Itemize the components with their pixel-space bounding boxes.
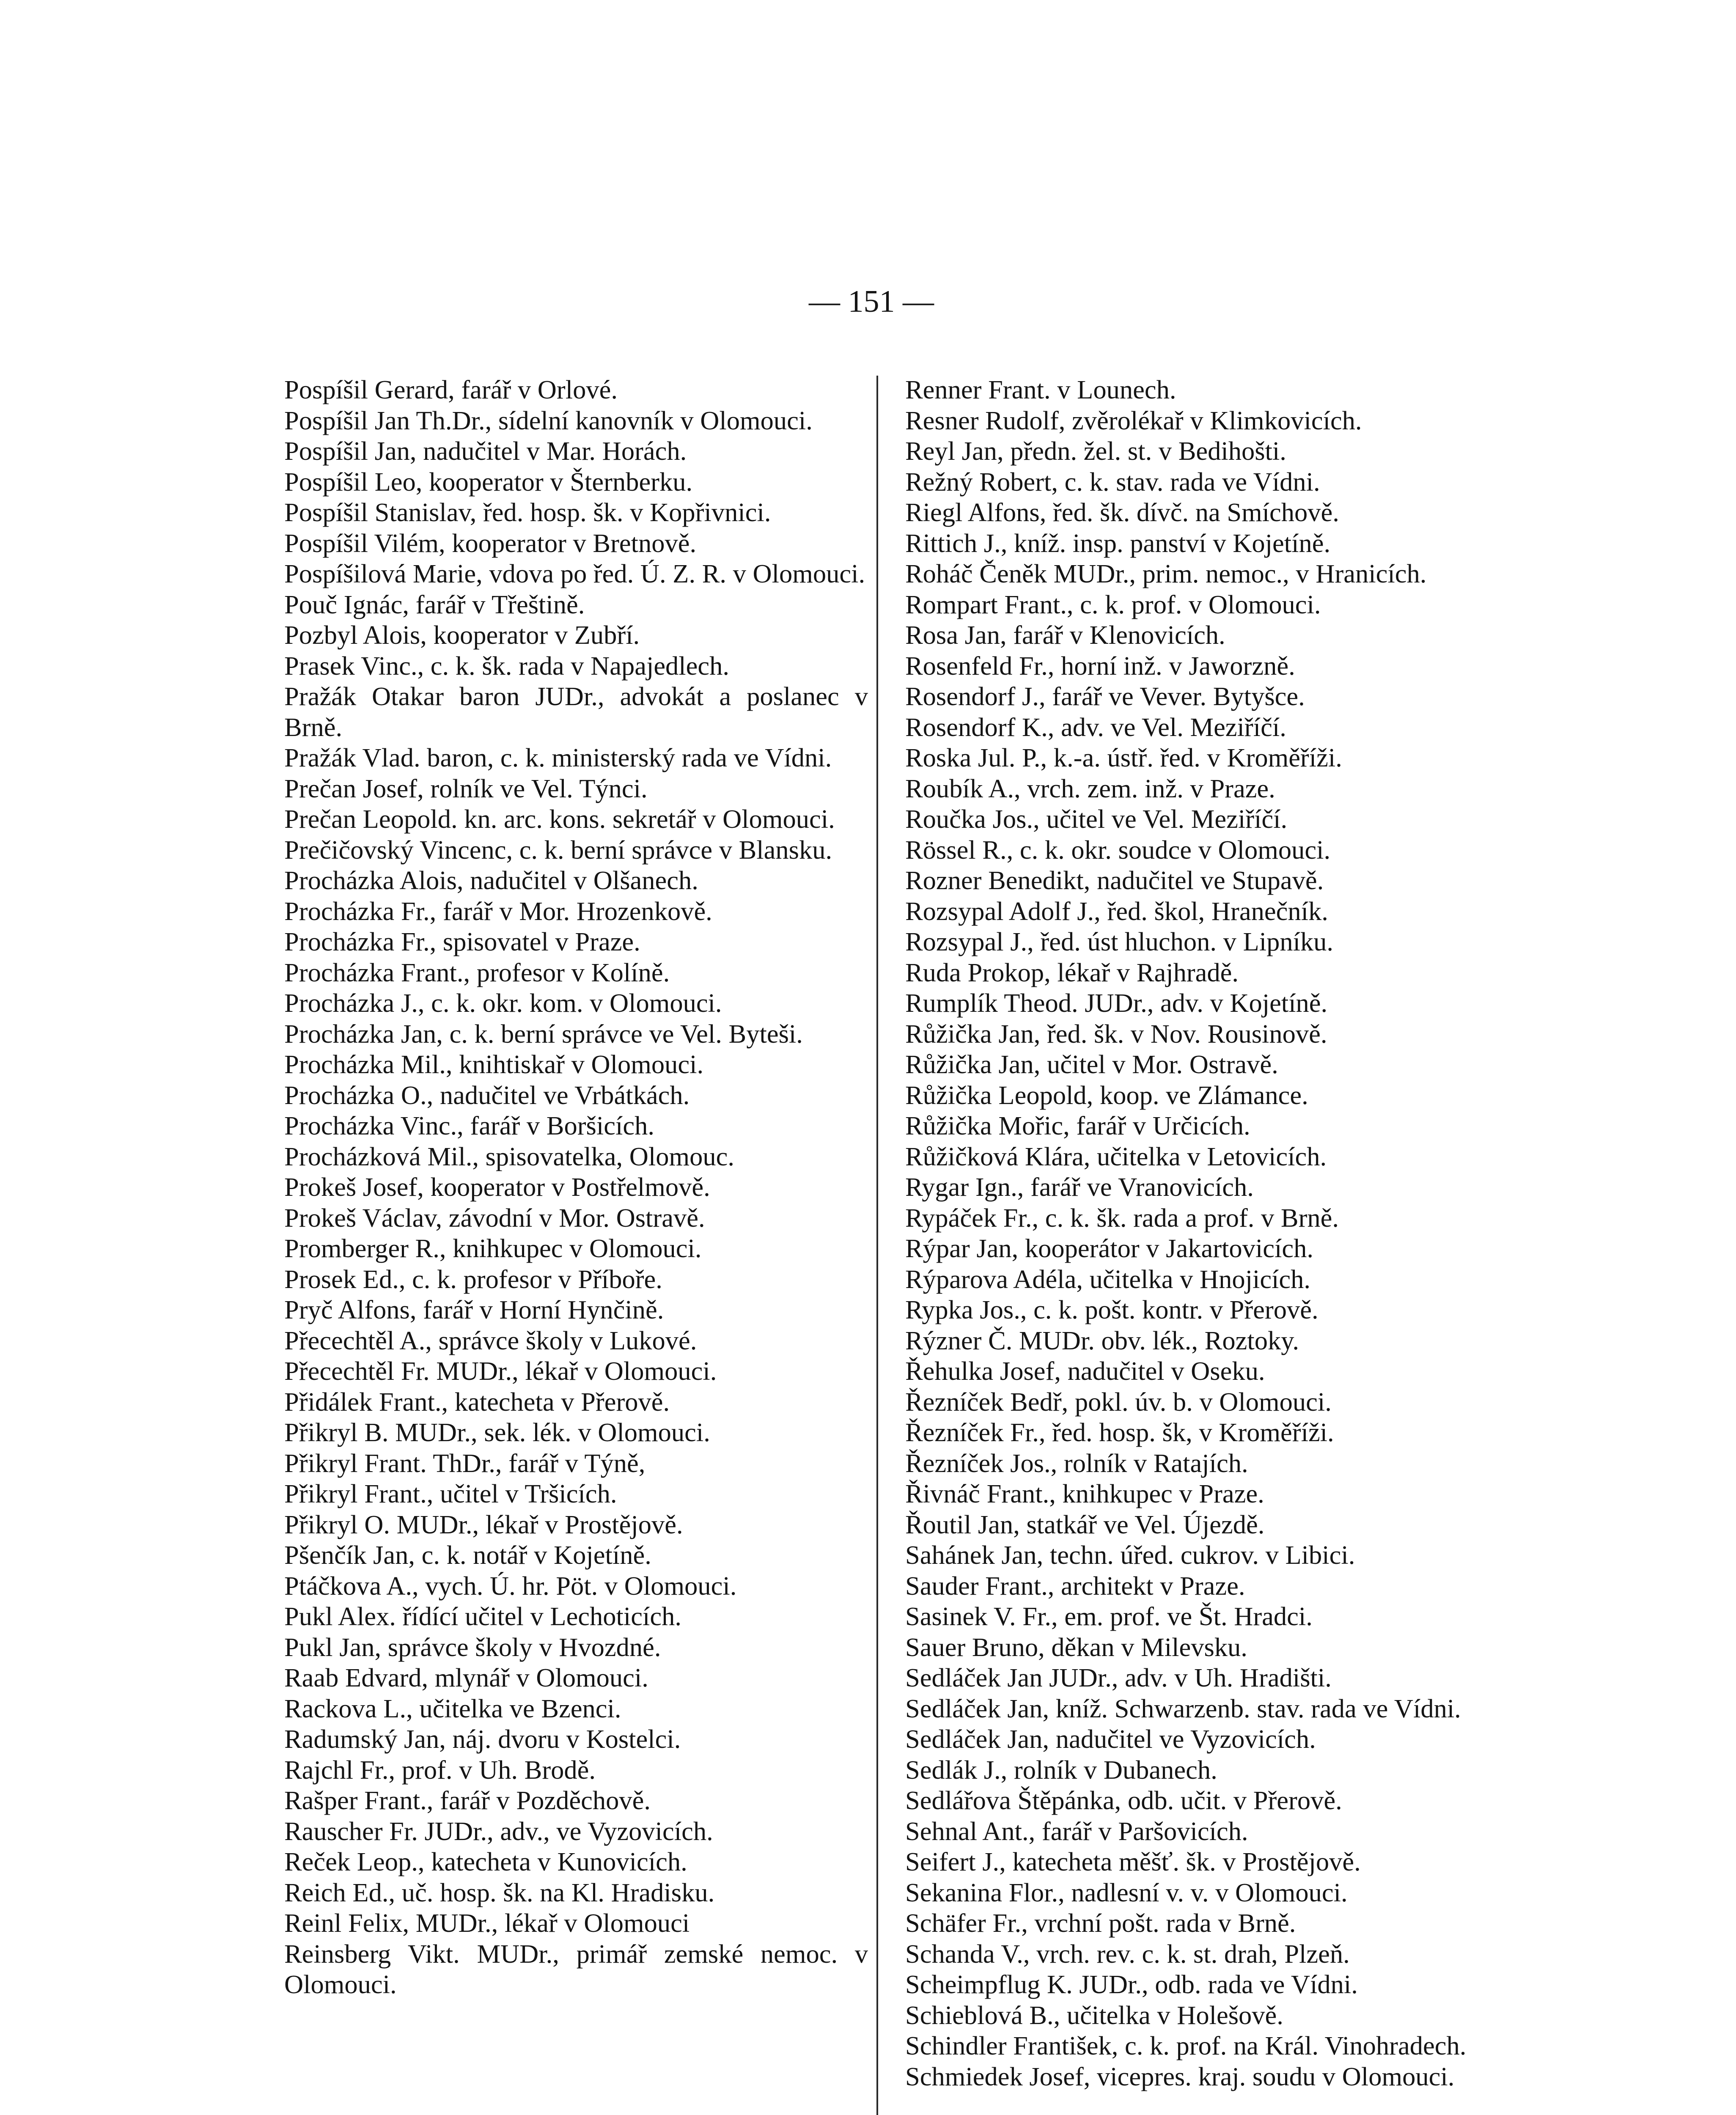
directory-entry: Schmiedek Josef, vicepres. kraj. soudu v Olomouci. — [905, 2061, 1455, 2091]
directory-entry: Řezníček Bedř, pokl. úv. b. v Olomouci. — [905, 1387, 1332, 1417]
directory-entry: Procházka J., c. k. okr. kom. v Olomouci. — [284, 988, 722, 1018]
page-number: — 151 — — [809, 284, 934, 319]
directory-entry: Rosa Jan, farář v Klenovicích. — [905, 620, 1225, 650]
directory-entry: Procházka Fr., farář v Mor. Hrozenkově. — [284, 896, 712, 926]
directory-entry: Sehnal Ant., farář v Paršovicích. — [905, 1816, 1248, 1846]
directory-entry: Schäfer Fr., vrchní pošt. rada v Brně. — [905, 1908, 1296, 1938]
directory-entry: Přecechtěl Fr. MUDr., lékař v Olomouci. — [284, 1356, 717, 1386]
directory-entry: Raab Edvard, mlynář v Olomouci. — [284, 1663, 648, 1692]
directory-entry: Řoutil Jan, statkář ve Vel. Újezdě. — [905, 1509, 1265, 1539]
directory-entry: Roska Jul. P., k.-a. ústř. řed. v Kroměříži. — [905, 743, 1342, 772]
directory-entry: Pospíšil Jan, nadučitel v Mar. Horách. — [284, 436, 687, 466]
directory-entry: Pukl Alex. řídící učitel v Lechoticích. — [284, 1601, 681, 1631]
directory-entry: Růžička Jan, řed. šk. v Nov. Rousinově. — [905, 1019, 1327, 1049]
directory-entry: Pražák Vlad. baron, c. k. ministerský rada ve Vídni. — [284, 743, 832, 772]
directory-entry: Růžičková Klára, učitelka v Letovicích. — [905, 1141, 1327, 1171]
directory-entry: Přikryl Frant. ThDr., farář v Týně, — [284, 1448, 646, 1478]
directory-entry: Procházka Vinc., farář v Boršicích. — [284, 1111, 654, 1140]
directory-entry: Schindler František, c. k. prof. na Král. Vinohradech. — [905, 2031, 1467, 2060]
directory-entry: Procházka Fr., spisovatel v Praze. — [284, 927, 640, 956]
directory-entry: Riegl Alfons, řed. šk. dívč. na Smíchově. — [905, 497, 1339, 527]
directory-entry: Prosek Ed., c. k. profesor v Příboře. — [284, 1264, 662, 1294]
directory-entry: Promberger R., knihkupec v Olomouci. — [284, 1233, 702, 1263]
directory-entry: Procházka Frant., profesor v Kolíně. — [284, 957, 670, 987]
directory-entry: Rozsypal Adolf J., řed. škol, Hranečník. — [905, 896, 1328, 926]
directory-entry: Rypáček Fr., c. k. šk. rada a prof. v Brně. — [905, 1203, 1339, 1233]
directory-entry: Přikryl O. MUDr., lékař v Prostějově. — [284, 1509, 683, 1539]
directory-entry: Rompart Frant., c. k. prof. v Olomouci. — [905, 589, 1321, 619]
directory-entry: Rýzner Č. MUDr. obv. lék., Roztoky. — [905, 1325, 1299, 1355]
column-divider — [876, 376, 878, 2115]
directory-entry: Růžička Leopold, koop. ve Zlámance. — [905, 1080, 1308, 1110]
directory-entry: Pospíšil Stanislav, řed. hosp. šk. v Kopřivnici. — [284, 497, 771, 527]
directory-entry: Řezníček Jos., rolník v Ratajích. — [905, 1448, 1248, 1478]
directory-entry: Reinsberg Vikt. MUDr., primář zemské nemoc. v Olomouci. — [284, 1939, 868, 1999]
directory-entry: Sauder Frant., architekt v Praze. — [905, 1571, 1245, 1601]
directory-entry: Sekanina Flor., nadlesní v. v. v Olomouci. — [905, 1877, 1348, 1907]
directory-entry: Pospíšil Gerard, farář v Orlové. — [284, 375, 618, 404]
directory-entry: Seifert J., katecheta měšť. šk. v Prostějově. — [905, 1847, 1361, 1876]
directory-entry: Přikryl Frant., učitel v Tršicích. — [284, 1479, 617, 1508]
directory-entry: Ruda Prokop, lékař v Rajhradě. — [905, 957, 1239, 987]
directory-entry: Reyl Jan, předn. žel. st. v Bedihošti. — [905, 436, 1286, 466]
directory-entry: Pouč Ignác, farář v Třeštině. — [284, 589, 585, 619]
directory-entry: Renner Frant. v Lounech. — [905, 375, 1176, 404]
directory-entry: Resner Rudolf, zvěrolékař v Klimkovicích. — [905, 405, 1362, 435]
directory-entry: Rýparova Adéla, učitelka v Hnojicích. — [905, 1264, 1311, 1294]
directory-entry: Sahánek Jan, techn. úřed. cukrov. v Libici. — [905, 1540, 1355, 1570]
directory-entry: Sedláček Jan JUDr., adv. v Uh. Hradišti. — [905, 1663, 1332, 1692]
directory-entry: Prečan Josef, rolník ve Vel. Týnci. — [284, 773, 648, 803]
directory-entry: Reich Ed., uč. hosp. šk. na Kl. Hradisku. — [284, 1877, 715, 1907]
directory-entry: Rygar Ign., farář ve Vranovicích. — [905, 1172, 1254, 1202]
directory-entry: Řivnáč Frant., knihkupec v Praze. — [905, 1479, 1264, 1508]
directory-entry: Prokeš Václav, závodní v Mor. Ostravě. — [284, 1203, 705, 1233]
directory-entry: Rittich J., kníž. insp. panství v Kojetíně. — [905, 528, 1331, 558]
right-column — [905, 374, 1489, 2092]
directory-entry: Pospíšil Leo, kooperator v Šternberku. — [284, 467, 693, 497]
directory-entry: Růžička Jan, učitel v Mor. Ostravě. — [905, 1049, 1278, 1079]
directory-entry: Rozsypal J., řed. úst hluchon. v Lipníku. — [905, 927, 1334, 956]
directory-entry: Rauscher Fr. JUDr., adv., ve Vyzovicích. — [284, 1816, 713, 1846]
directory-entry: Rýpar Jan, kooperátor v Jakartovicích. — [905, 1233, 1313, 1263]
directory-entry: Prečan Leopold. kn. arc. kons. sekretář v Olomouci. — [284, 804, 835, 834]
directory-entry: Procházka Alois, nadučitel v Olšanech. — [284, 865, 698, 895]
directory-entry: Pozbyl Alois, kooperator v Zubří. — [284, 620, 640, 650]
directory-entry: Sedlák J., rolník v Dubanech. — [905, 1755, 1217, 1785]
directory-entry: Schanda V., vrch. rev. c. k. st. drah, Plzeň. — [905, 1939, 1350, 1969]
directory-entry: Rackova L., učitelka ve Bzenci. — [284, 1693, 621, 1723]
directory-entry: Rosenfeld Fr., horní inž. v Jaworzně. — [905, 651, 1295, 681]
directory-entry: Roubík A., vrch. zem. inž. v Praze. — [905, 773, 1275, 803]
directory-entry: Schieblová B., učitelka v Holešově. — [905, 2000, 1283, 2030]
directory-entry: Rosendorf J., farář ve Vever. Bytyšce. — [905, 681, 1305, 711]
directory-entry: Procházka Mil., knihtiskař v Olomouci. — [284, 1049, 704, 1079]
directory-entry: Řehulka Josef, nadučitel v Oseku. — [905, 1356, 1265, 1386]
directory-entry: Rumplík Theod. JUDr., adv. v Kojetíně. — [905, 988, 1328, 1018]
directory-entry: Přikryl B. MUDr., sek. lék. v Olomouci. — [284, 1417, 710, 1447]
directory-entry: Rašper Frant., farář v Pozděchově. — [284, 1785, 651, 1815]
directory-entry: Režný Robert, c. k. stav. rada ve Vídni. — [905, 467, 1320, 497]
directory-entry: Rössel R., c. k. okr. soudce v Olomouci. — [905, 835, 1331, 865]
directory-entry: Roučka Jos., učitel ve Vel. Meziříčí. — [905, 804, 1288, 834]
directory-entry: Sedláček Jan, kníž. Schwarzenb. stav. rada ve Vídni. — [905, 1693, 1461, 1723]
directory-entry: Prasek Vinc., c. k. šk. rada v Napajedlech. — [284, 651, 730, 681]
directory-entry: Rozner Benedikt, nadučitel ve Stupavě. — [905, 865, 1324, 895]
directory-entry: Prokeš Josef, kooperator v Postřelmově. — [284, 1172, 710, 1202]
directory-entry: Pryč Alfons, farář v Horní Hynčině. — [284, 1295, 664, 1324]
directory-entry: Reček Leop., katecheta v Kunovicích. — [284, 1847, 687, 1876]
directory-entry: Procházková Mil., spisovatelka, Olomouc. — [284, 1141, 735, 1171]
directory-entry: Pukl Jan, správce školy v Hvozdné. — [284, 1632, 661, 1662]
directory-entry: Rosendorf K., adv. ve Vel. Meziříčí. — [905, 712, 1286, 742]
left-column — [284, 374, 868, 2000]
directory-entry: Pospíšil Vilém, kooperator v Bretnově. — [284, 528, 697, 558]
directory-entry: Ptáčkova A., vych. Ú. hr. Pöt. v Olomouci. — [284, 1571, 737, 1601]
directory-entry: Procházka O., nadučitel ve Vrbátkách. — [284, 1080, 690, 1110]
directory-entry: Sasinek V. Fr., em. prof. ve Št. Hradci. — [905, 1601, 1313, 1631]
directory-entry: Pražák Otakar baron JUDr., advokát a poslanec v Brně. — [284, 681, 868, 742]
directory-entry: Sauer Bruno, děkan v Milevsku. — [905, 1632, 1247, 1662]
directory-entry: Rypka Jos., c. k. pošt. kontr. v Přerově. — [905, 1295, 1318, 1324]
directory-entry: Radumský Jan, náj. dvoru v Kostelci. — [284, 1724, 681, 1754]
directory-entry: Reinl Felix, MUDr., lékař v Olomouci — [284, 1908, 690, 1938]
directory-entry: Procházka Jan, c. k. berní správce ve Vel. Byteši. — [284, 1019, 803, 1049]
directory-entry: Rajchl Fr., prof. v Uh. Brodě. — [284, 1755, 596, 1785]
directory-entry: Přecechtěl A., správce školy v Lukové. — [284, 1325, 697, 1355]
directory-entry: Roháč Čeněk MUDr., prim. nemoc., v Hranicích. — [905, 559, 1427, 588]
directory-entry: Scheimpflug K. JUDr., odb. rada ve Vídni. — [905, 1969, 1358, 1999]
directory-entry: Růžička Mořic, farář v Určicích. — [905, 1111, 1250, 1140]
directory-entry: Sedláček Jan, nadučitel ve Vyzovicích. — [905, 1724, 1316, 1754]
directory-entry: Pospíšil Jan Th.Dr., sídelní kanovník v Olomouci. — [284, 405, 813, 435]
directory-entry: Sedlářova Štěpánka, odb. učit. v Přerově. — [905, 1785, 1342, 1815]
directory-entry: Řezníček Fr., řed. hosp. šk, v Kroměříži. — [905, 1417, 1334, 1447]
directory-entry: Pospíšilová Marie, vdova po řed. Ú. Z. R. v Olomouci. — [284, 559, 865, 588]
directory-entry: Pšenčík Jan, c. k. notář v Kojetíně. — [284, 1540, 651, 1570]
directory-entry: Přidálek Frant., katecheta v Přerově. — [284, 1387, 670, 1417]
directory-entry: Prečičovský Vincenc, c. k. berní správce v Blansku. — [284, 835, 832, 865]
